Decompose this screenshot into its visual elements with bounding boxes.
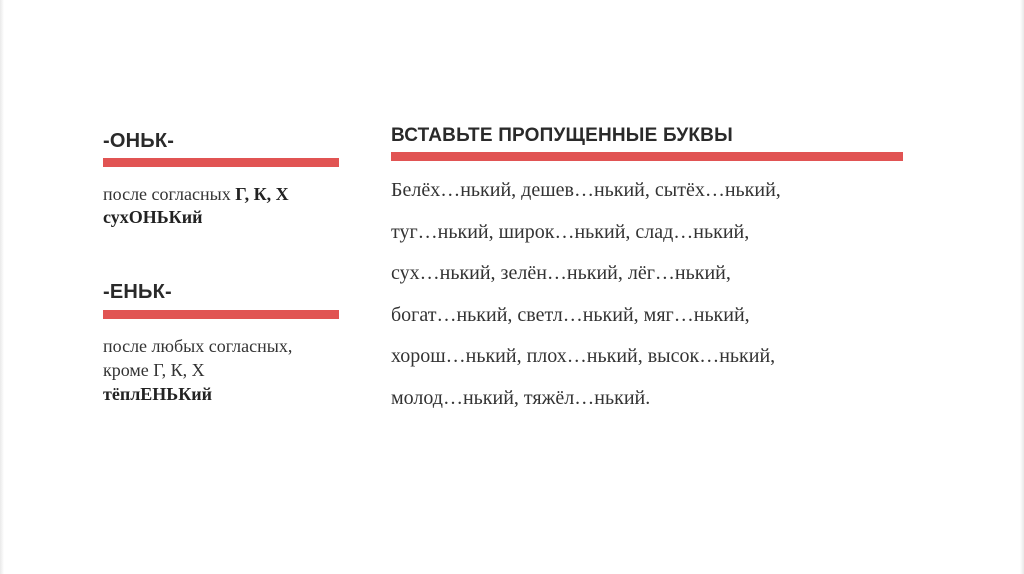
- enk-accent-bar: [103, 310, 339, 319]
- onk-example: сухОНЬКий: [103, 207, 203, 227]
- slide-right-edge: [1020, 0, 1024, 574]
- onk-rule-prefix: после согласных: [103, 184, 236, 204]
- exercise-title: ВСТАВЬТЕ ПРОПУЩЕННЫЕ БУКВЫ: [391, 125, 733, 146]
- onk-example-line: [103, 206, 202, 228]
- onk-rule-letters: Г, К, Х: [235, 184, 289, 204]
- onk-accent-bar: [103, 158, 339, 167]
- exercise-line-1: Белёх…нький, дешев…нький, сытёх…нький,: [391, 179, 781, 201]
- onk-rule: [103, 183, 289, 205]
- onk-heading: -ОНЬК-: [103, 130, 175, 152]
- exercise-line-4: богат…нький, светл…нький, мяг…нький,: [391, 304, 750, 326]
- enk-example-line: [103, 383, 212, 405]
- exercise-accent-bar: [391, 152, 903, 161]
- exercise-line-3: сух…нький, зелён…нький, лёг…нький,: [391, 262, 731, 284]
- enk-rule-line1: после любых согласных,: [103, 336, 293, 356]
- enk-heading: -ЕНЬК-: [103, 281, 172, 303]
- exercise-line-2: туг…нький, широк…нький, слад…нький,: [391, 221, 750, 243]
- slide-left-edge: [0, 0, 4, 574]
- enk-example: тёплЕНЬКий: [103, 384, 213, 404]
- exercise-line-6: молод…нький, тяжёл…нький.: [391, 387, 651, 409]
- exercise-line-5: хорош…нький, плох…нький, высок…нький,: [391, 345, 776, 367]
- enk-rule-line2: кроме Г, К, Х: [103, 360, 205, 380]
